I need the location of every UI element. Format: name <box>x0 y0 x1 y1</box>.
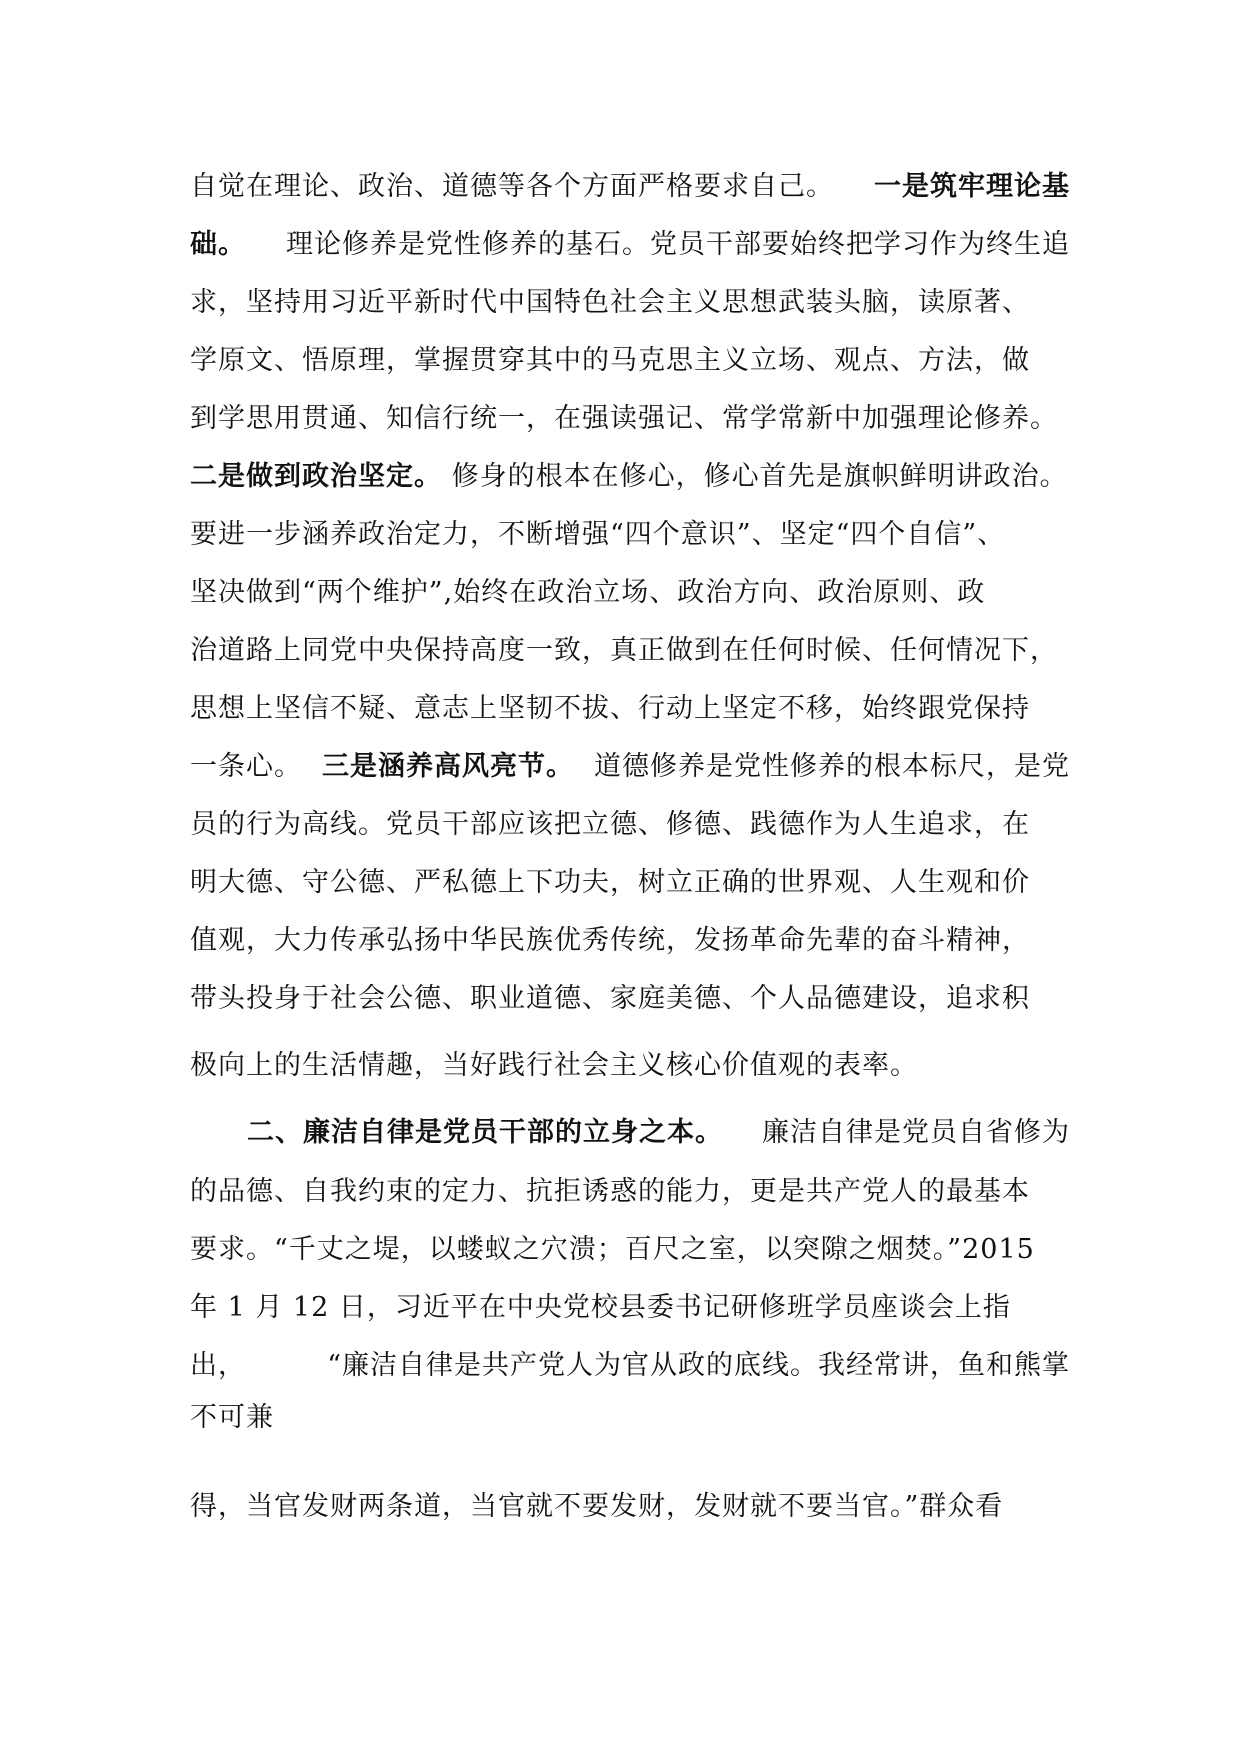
text-line <box>190 1172 1070 1212</box>
text-segment: 明大德、守公德、严私德上下功夫，树立正确的世界观、人生观和价 <box>190 867 1030 898</box>
text-segment: 不可兼 <box>190 1402 274 1433</box>
text-line <box>190 1398 1070 1438</box>
text-line <box>190 457 1070 497</box>
bold-heading-segment: 二是做到政治坚定。 <box>190 461 442 492</box>
text-line <box>190 399 1070 439</box>
text-line <box>190 921 1070 961</box>
text-line <box>190 863 1070 903</box>
text-segment: 得，当官发财两条道，当官就不要发财，发财就不要当官。”群众看 <box>190 1491 1004 1522</box>
text-line <box>190 167 1070 207</box>
text-line <box>190 979 1070 1019</box>
text-segment: 极向上的生活情趣，当好践行社会主义核心价值观的表率。 <box>190 1050 918 1081</box>
text-segment: 的品德、自我约束的定力、抗拒诱惑的能力，更是共产党人的最基本 <box>190 1176 1030 1207</box>
text-segment: 坚决做到“两个维护”,始终在政治立场、政治方向、政治原则、政 <box>190 577 986 608</box>
text-segment: 理论修养是党性修养的基石。党员干部要始终把学习作为终生追 <box>286 229 1070 260</box>
bold-heading-segment: 一是筑牢理论基 <box>874 171 1070 202</box>
text-line <box>190 1346 1070 1386</box>
text-segment: 廉洁自律是党员自省修为 <box>762 1117 1070 1148</box>
text-line <box>190 631 1070 671</box>
text-line <box>190 225 1070 265</box>
text-line <box>190 515 1070 555</box>
text-segment: 自觉在理论、政治、道德等各个方面严格要求自己。 <box>190 171 834 202</box>
section-heading-line <box>247 1113 1070 1153</box>
text-line <box>190 283 1070 323</box>
text-segment: 年 1 月 12 日，习近平在中央党校县委书记研修班学员座谈会上指 <box>190 1292 1011 1323</box>
bold-heading-segment: 三是涵养高风亮节。 <box>322 751 574 782</box>
text-segment: 学原文、悟原理，掌握贯穿其中的马克思主义立场、观点、方法，做 <box>190 345 1030 376</box>
text-line <box>190 1288 1070 1328</box>
text-segment: 一条心。 <box>190 751 302 782</box>
text-segment: 到学思用贯通、知信行统一，在强读强记、常学常新中加强理论修养。 <box>190 403 1058 434</box>
text-line <box>190 689 1070 729</box>
text-segment: 治道路上同党中央保持高度一致，真正做到在任何时候、任何情况下， <box>190 635 1058 666</box>
section-heading: 二、廉洁自律是党员干部的立身之本。 <box>247 1117 723 1148</box>
text-segment: 修身的根本在修心，修心首先是旗帜鲜明讲政治。 <box>451 461 1068 492</box>
text-line <box>190 573 1070 613</box>
text-segment: 带头投身于社会公德、职业道德、家庭美德、个人品德建设，追求积 <box>190 983 1030 1014</box>
text-line <box>190 805 1070 845</box>
text-line <box>190 747 1070 787</box>
text-segment: 要进一步涵养政治定力，不断增强“四个意识”、坚定“四个自信”、 <box>190 519 1006 550</box>
bold-heading-segment: 础。 <box>190 229 246 260</box>
text-segment: 出， <box>190 1350 246 1381</box>
text-segment: 思想上坚信不疑、意志上坚韧不拔、行动上坚定不移，始终跟党保持 <box>190 693 1030 724</box>
text-line <box>190 1046 1070 1086</box>
text-segment: 值观，大力传承弘扬中华民族优秀传统，发扬革命先辈的奋斗精神， <box>190 925 1030 956</box>
text-segment: 要求。“千丈之堤，以蝼蚁之穴溃；百尺之室，以突隙之烟焚。”2015 <box>190 1234 1035 1265</box>
text-line <box>190 1230 1070 1270</box>
text-segment: “廉洁自律是共产党人为官从政的底线。我经常讲，鱼和熊掌 <box>327 1350 1070 1381</box>
text-segment: 员的行为高线。党员干部应该把立德、修德、践德作为人生追求，在 <box>190 809 1030 840</box>
text-line <box>190 1487 1070 1527</box>
text-line <box>190 341 1070 381</box>
text-segment: 道德修养是党性修养的根本标尺，是党 <box>594 751 1070 782</box>
text-segment: 求，坚持用习近平新时代中国特色社会主义思想武装头脑，读原著、 <box>190 287 1030 318</box>
